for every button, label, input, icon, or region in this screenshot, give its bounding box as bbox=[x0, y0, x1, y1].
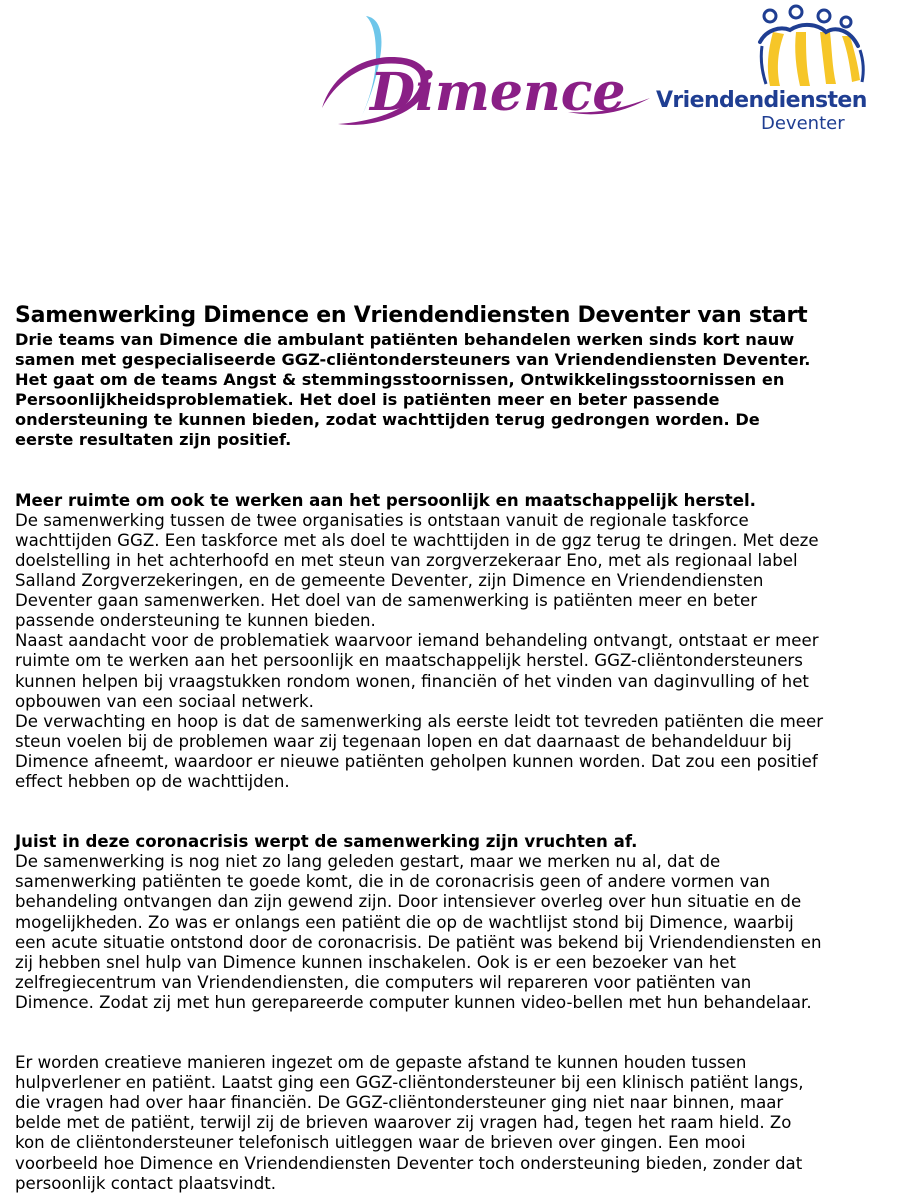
section-body-coronacrisis: De samenwerking is nog niet zo lang geleden gestart, maar we merken nu al, dat de samenwerking patiënten te goede komt, die in de coronacrisis geen of andere vormen van behandeling ontvangen dan zijn gewend zijn. Door intensiever overleg over hun situatie en de mogelijkheden. Zo was er onlangs een patiënt die op de wachtlijst stond bij Dimence, waarbij een acute situatie ontstond door de coronacrisis. De patiënt was bekend bij Vriendendiensten en zij hebben snel hulp van Dimence kunnen inschakelen. Ook is er een bezoeker van het zelfregiecentrum van Vriendendiensten, die computers wil repareren voor patiënten van Dimence. Zodat zij met hun gerepareerde computer kunnen video-bellen met hun behandelaar. bbox=[15, 852, 822, 1012]
section-body-herstel: De samenwerking tussen de twee organisaties is ontstaan vanuit de regionale taskforce wachttijden GGZ. Een taskforce met als doel te wachttijden in de ggz terug te dringen. Met deze doelstelling in het achterhoofd en met steun van zorgverzekeraar Eno, met als regionaal label Salland Zorgverzekeringen, en de gemeente Deventer, zijn Dimence en Vriendendiensten Deventer gaan samenwerken. Het doel van de samenwerking is patiënten meer en beter passende ondersteuning te kunnen bieden. Naast aandacht voor de problematiek waarvoor iemand behandeling ontvangt, ontstaat er meer ruimte om te werken aan het persoonlijk en maatschappelijk herstel. GGZ-cliëntondersteuners kunnen helpen bij vraagstukken rondom wonen, financiën of het vinden van daginvulling of het opbouwen van een sociaal netwerk. De verwachting en hoop is dat de samenwerking als eerste leidt tot tevreden patiënten die meer steun voelen bij de problemen waar zij tegenaan lopen en dat daarnaast de behandelduur bij Dimence afneemt, waardoor er nieuwe patiënten geholpen kunnen worden. Dat zou een positief effect hebben op de wachttijden. bbox=[15, 510, 824, 791]
vriendendiensten-figures-icon bbox=[648, 2, 878, 92]
spacer bbox=[15, 451, 887, 491]
vriendendiensten-logo bbox=[648, 2, 878, 142]
dimence-wordmark: Dimence bbox=[370, 62, 626, 123]
spacer bbox=[15, 1013, 887, 1053]
article bbox=[15, 302, 887, 1194]
article-title: Samenwerking Dimence en Vriendendiensten Deventer van start bbox=[15, 303, 808, 328]
section-body-creatieve-manieren: Er worden creatieve manieren ingezet om de gepaste afstand te kunnen houden tussen hulpverlener en patiënt. Laatst ging een GGZ-cliëntondersteuner bij een klinisch patiënt langs, die vragen had over haar financiën. De GGZ-cliëntondersteuner ging niet naar binnen, maar belde met de patiënt, terwijl zij de brieven waarover zij vragen had, tegen het raam hield. Zo kon de cliëntondersteuner telefonisch uitleggen waar de brieven over gingen. Een mooi voorbeeld hoe Dimence en Vriendendiensten Deventer toch ondersteuning bieden, zonder dat persoonlijk contact plaatsvindt. bbox=[15, 1053, 804, 1193]
section-heading-herstel: Meer ruimte om ook te werken aan het persoonlijk en maatschappelijk herstel. bbox=[15, 490, 756, 510]
dimence-logo bbox=[318, 12, 653, 134]
article-lead: Drie teams van Dimence die ambulant patiënten behandelen werken sinds kort nauw samen met gespecialiseerde GGZ-cliëntondersteuners van Vriendendiensten Deventer. Het gaat om de teams Angst & stemmingsstoornissen, Ontwikkelingsstoornissen en Persoonlijkheidsproblematiek. Het doel is patiënten meer en beter passende ondersteuning te kunnen bieden, zodat wachttijden terug gedrongen worden. De eerste resultaten zijn positief. bbox=[15, 330, 811, 450]
vriendendiensten-city: Deventer bbox=[761, 113, 845, 134]
logo-header bbox=[0, 0, 900, 145]
vriendendiensten-wordmark: Vriendendiensten bbox=[656, 88, 867, 113]
spacer bbox=[15, 792, 887, 832]
section-heading-coronacrisis: Juist in deze coronacrisis werpt de samenwerking zijn vruchten af. bbox=[15, 832, 638, 852]
